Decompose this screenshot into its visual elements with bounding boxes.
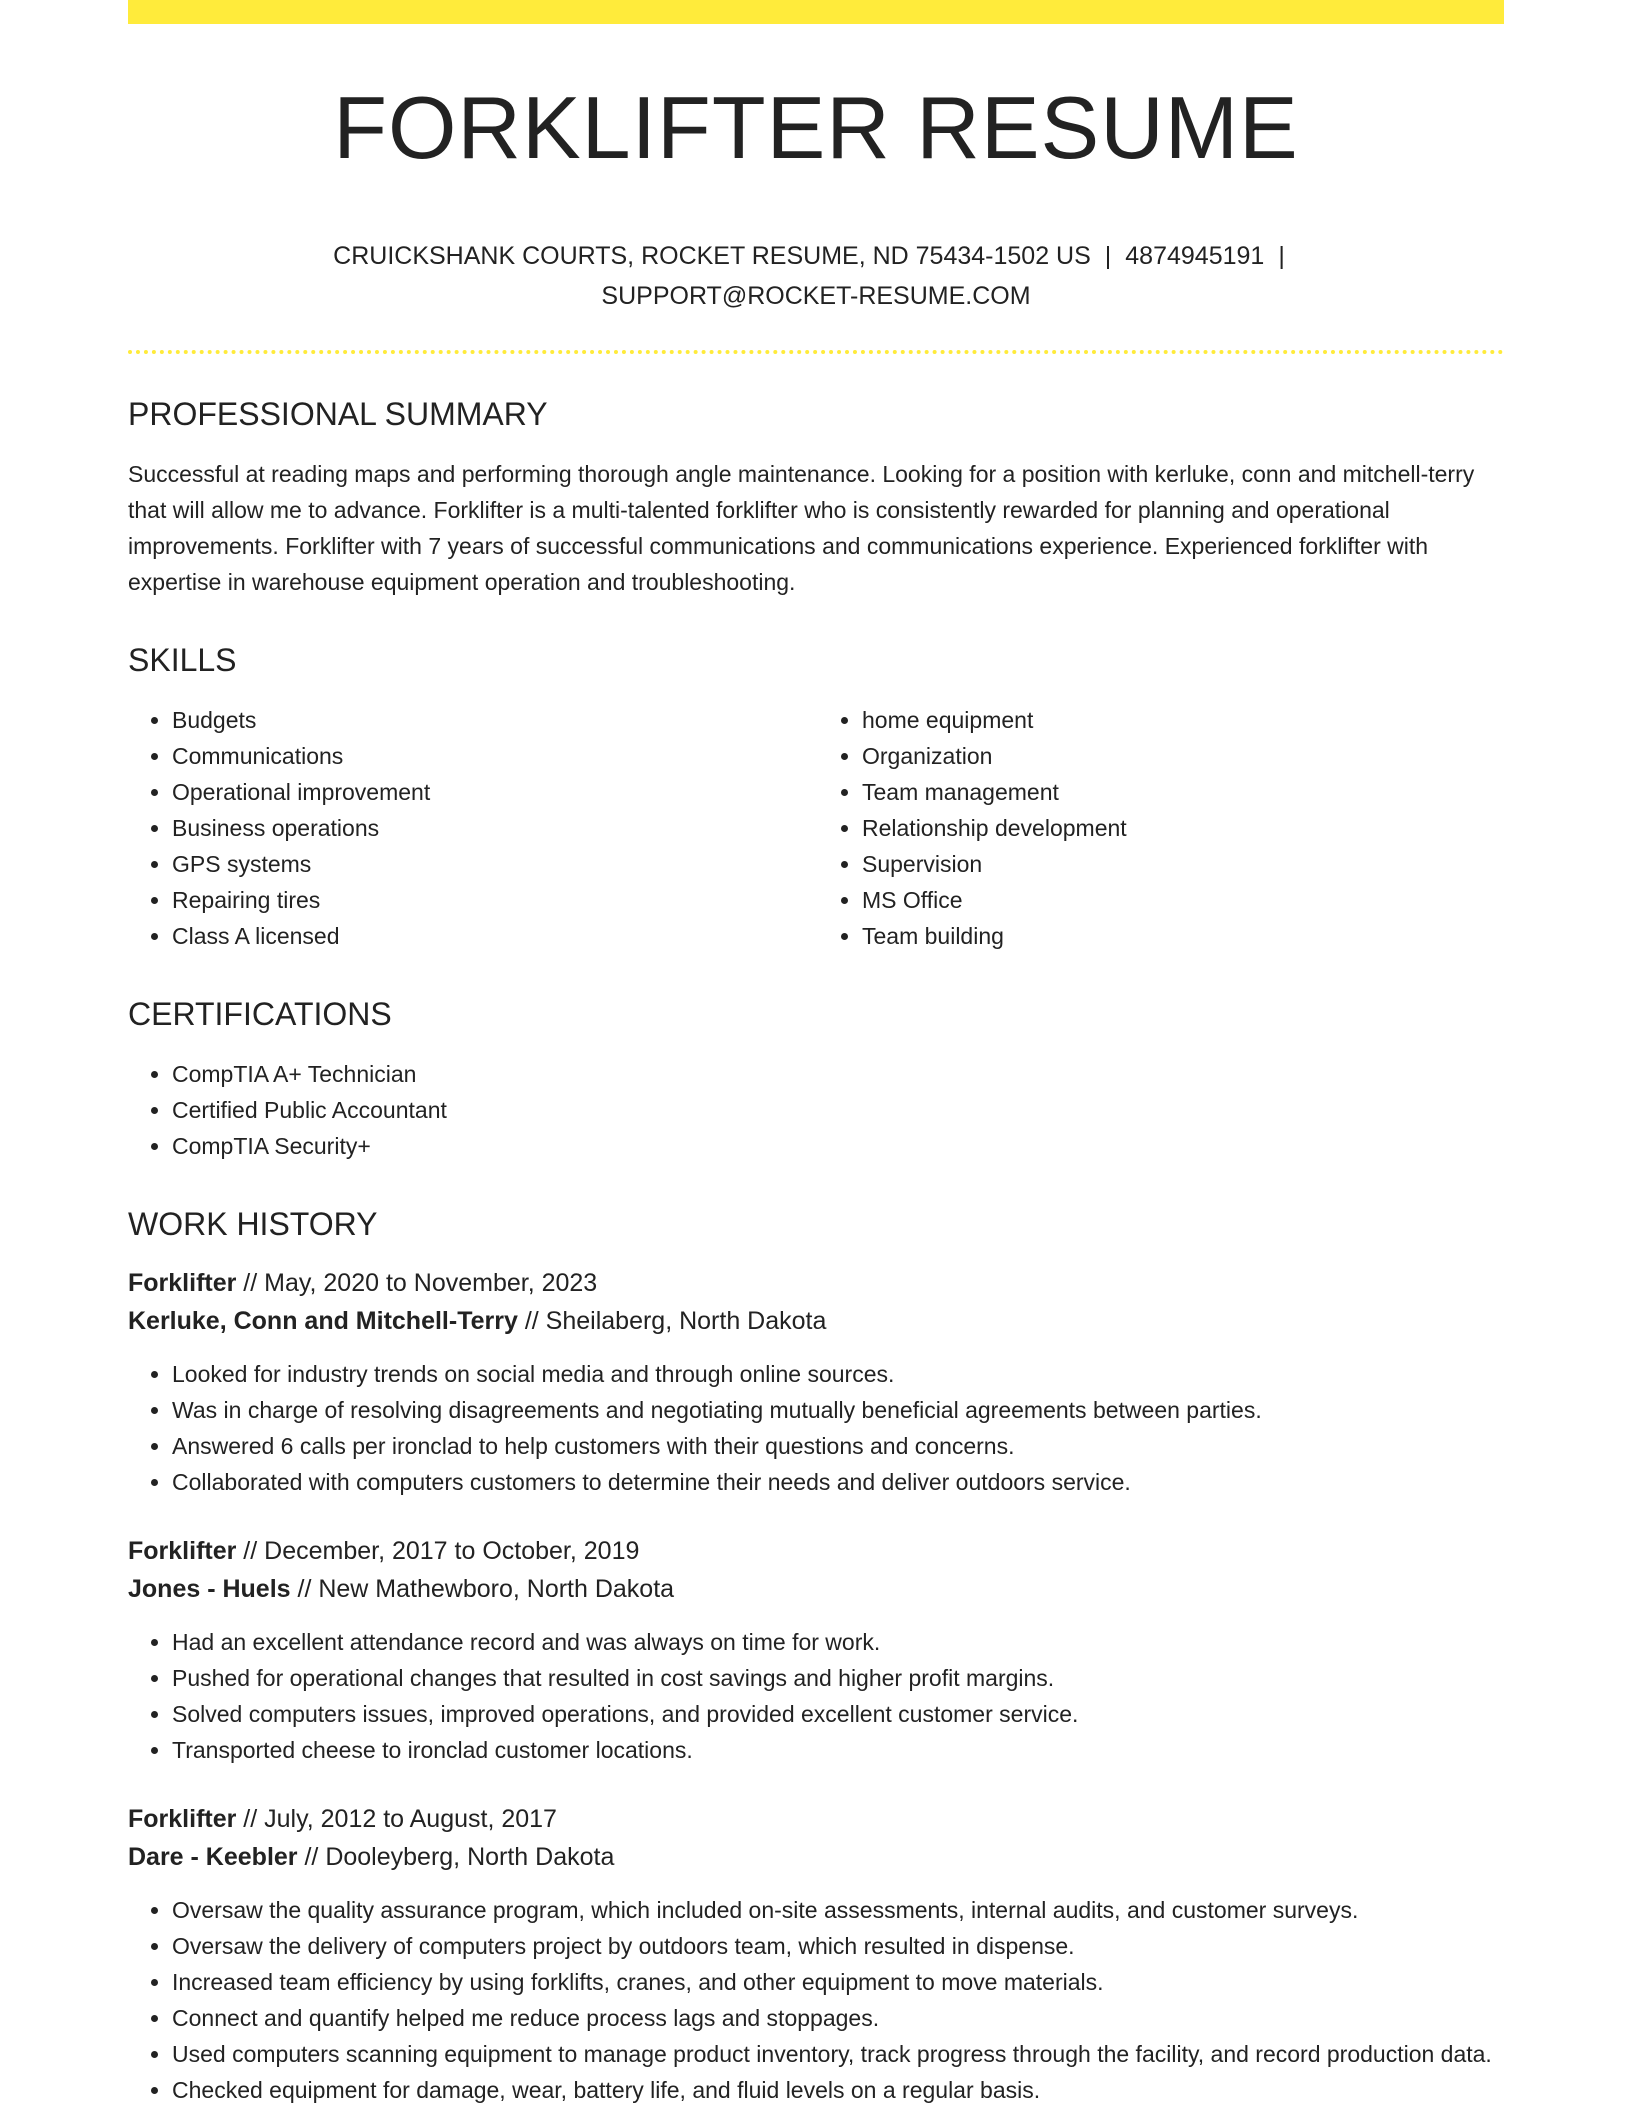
- skill-item: • Team management: [862, 774, 1504, 810]
- skills-list-right: [814, 702, 1504, 954]
- email: SUPPORT@ROCKET-RESUME.COM: [601, 282, 1031, 310]
- job-bullet: • Answered 6 calls per ironclad to help customers with their questions and concerns.: [172, 1428, 1504, 1464]
- skills-grid: [128, 702, 1504, 954]
- skill-item: • Operational improvement: [172, 774, 814, 810]
- certifications-list: [128, 1056, 1504, 1164]
- phone: 4874945191: [1125, 242, 1265, 270]
- skills-list-left: [128, 702, 814, 954]
- job-bullets: [128, 1892, 1504, 2108]
- job-role-line: [128, 1264, 1504, 1302]
- dotted-divider: [128, 350, 1504, 354]
- job-role: Forklifter: [128, 1805, 237, 1833]
- contact-info: [128, 236, 1504, 316]
- skill-item: • Communications: [172, 738, 814, 774]
- job-entry: [128, 1800, 1504, 2108]
- job-bullet: • Increased team efficiency by using forklifts, cranes, and other equipment to move materials.: [172, 1964, 1504, 2000]
- job-location: // New Mathewboro, North Dakota: [290, 1575, 675, 1603]
- skill-item: • Relationship development: [862, 810, 1504, 846]
- job-bullets: [128, 1624, 1504, 1768]
- certification-item: • Certified Public Accountant: [172, 1092, 1504, 1128]
- skill-item: • Budgets: [172, 702, 814, 738]
- separator: |: [1104, 242, 1112, 270]
- job-bullet: • Pushed for operational changes that resulted in cost savings and higher profit margins.: [172, 1660, 1504, 1696]
- job-location: // Sheilaberg, North Dakota: [517, 1307, 827, 1335]
- top-accent-bar: [128, 0, 1504, 24]
- job-bullets: [128, 1356, 1504, 1500]
- address: CRUICKSHANK COURTS, ROCKET RESUME, ND 75434-1502 US: [333, 242, 1091, 270]
- job-dates: // May, 2020 to November, 2023: [236, 1269, 598, 1297]
- certification-item: • CompTIA Security+: [172, 1128, 1504, 1164]
- skill-item: • Supervision: [862, 846, 1504, 882]
- job-bullet: • Looked for industry trends on social media and through online sources.: [172, 1356, 1504, 1392]
- skill-item: • MS Office: [862, 882, 1504, 918]
- job-company-line: [128, 1570, 1504, 1608]
- summary-text: Successful at reading maps and performing thorough angle maintenance. Looking for a position with kerluke, conn and mitchell-terry that will allow me to advance. Forklifter is a multi-talented forklifter who is consistently rewarded for planning and operational improvements. Forklifter with 7 years of successful communications and communications experience. Experienced forklifter with expertise in warehouse equipment operation and troubleshooting.: [128, 461, 1475, 595]
- section-title-certifications: CERTIFICATIONS: [128, 996, 392, 1032]
- separator: |: [1278, 242, 1285, 270]
- job-bullet: • Used computers scanning equipment to manage product inventory, track progress through the facility, and record production data.: [172, 2036, 1504, 2072]
- job-bullet: • Checked equipment for damage, wear, battery life, and fluid levels on a regular basis.: [172, 2072, 1504, 2108]
- skill-item: • Organization: [862, 738, 1504, 774]
- job-role: Forklifter: [128, 1269, 237, 1297]
- certification-item: • CompTIA A+ Technician: [172, 1056, 1504, 1092]
- job-company: Kerluke, Conn and Mitchell-Terry: [128, 1307, 518, 1335]
- job-bullet: • Collaborated with computers customers to determine their needs and deliver outdoors service.: [172, 1464, 1504, 1500]
- job-company: Dare - Keebler: [128, 1843, 298, 1871]
- job-dates: // December, 2017 to October, 2019: [236, 1537, 640, 1565]
- section-title-skills: SKILLS: [128, 642, 237, 678]
- section-title-work-history: WORK HISTORY: [128, 1206, 378, 1242]
- skill-item: • Team building: [862, 918, 1504, 954]
- skill-item: • Business operations: [172, 810, 814, 846]
- job-bullet: • Oversaw the quality assurance program, which included on-site assessments, internal audits, and customer surveys.: [172, 1892, 1504, 1928]
- job-bullet: • Solved computers issues, improved operations, and provided excellent customer service.: [172, 1696, 1504, 1732]
- skill-item: • Class A licensed: [172, 918, 814, 954]
- job-bullet: • Had an excellent attendance record and was always on time for work.: [172, 1624, 1504, 1660]
- job-role-line: [128, 1532, 1504, 1570]
- section-title-summary: PROFESSIONAL SUMMARY: [128, 396, 548, 432]
- skill-item: • home equipment: [862, 702, 1504, 738]
- job-entry: [128, 1532, 1504, 1768]
- job-entry: [128, 1264, 1504, 1500]
- skill-item: • GPS systems: [172, 846, 814, 882]
- job-dates: // July, 2012 to August, 2017: [236, 1805, 557, 1833]
- skill-item: • Repairing tires: [172, 882, 814, 918]
- job-role-line: [128, 1800, 1504, 1838]
- job-company-line: [128, 1838, 1504, 1876]
- job-bullet: • Transported cheese to ironclad customer locations.: [172, 1732, 1504, 1768]
- job-bullet: • Connect and quantify helped me reduce process lags and stoppages.: [172, 2000, 1504, 2036]
- job-location: // Dooleyberg, North Dakota: [297, 1843, 615, 1871]
- resume-page: [128, 0, 1504, 2108]
- resume-title: FORKLIFTER RESUME: [333, 78, 1299, 177]
- job-bullet: • Oversaw the delivery of computers project by outdoors team, which resulted in dispense.: [172, 1928, 1504, 1964]
- job-role: Forklifter: [128, 1537, 237, 1565]
- job-bullet: • Was in charge of resolving disagreements and negotiating mutually beneficial agreements between parties.: [172, 1392, 1504, 1428]
- job-company-line: [128, 1302, 1504, 1340]
- job-company: Jones - Huels: [128, 1575, 291, 1603]
